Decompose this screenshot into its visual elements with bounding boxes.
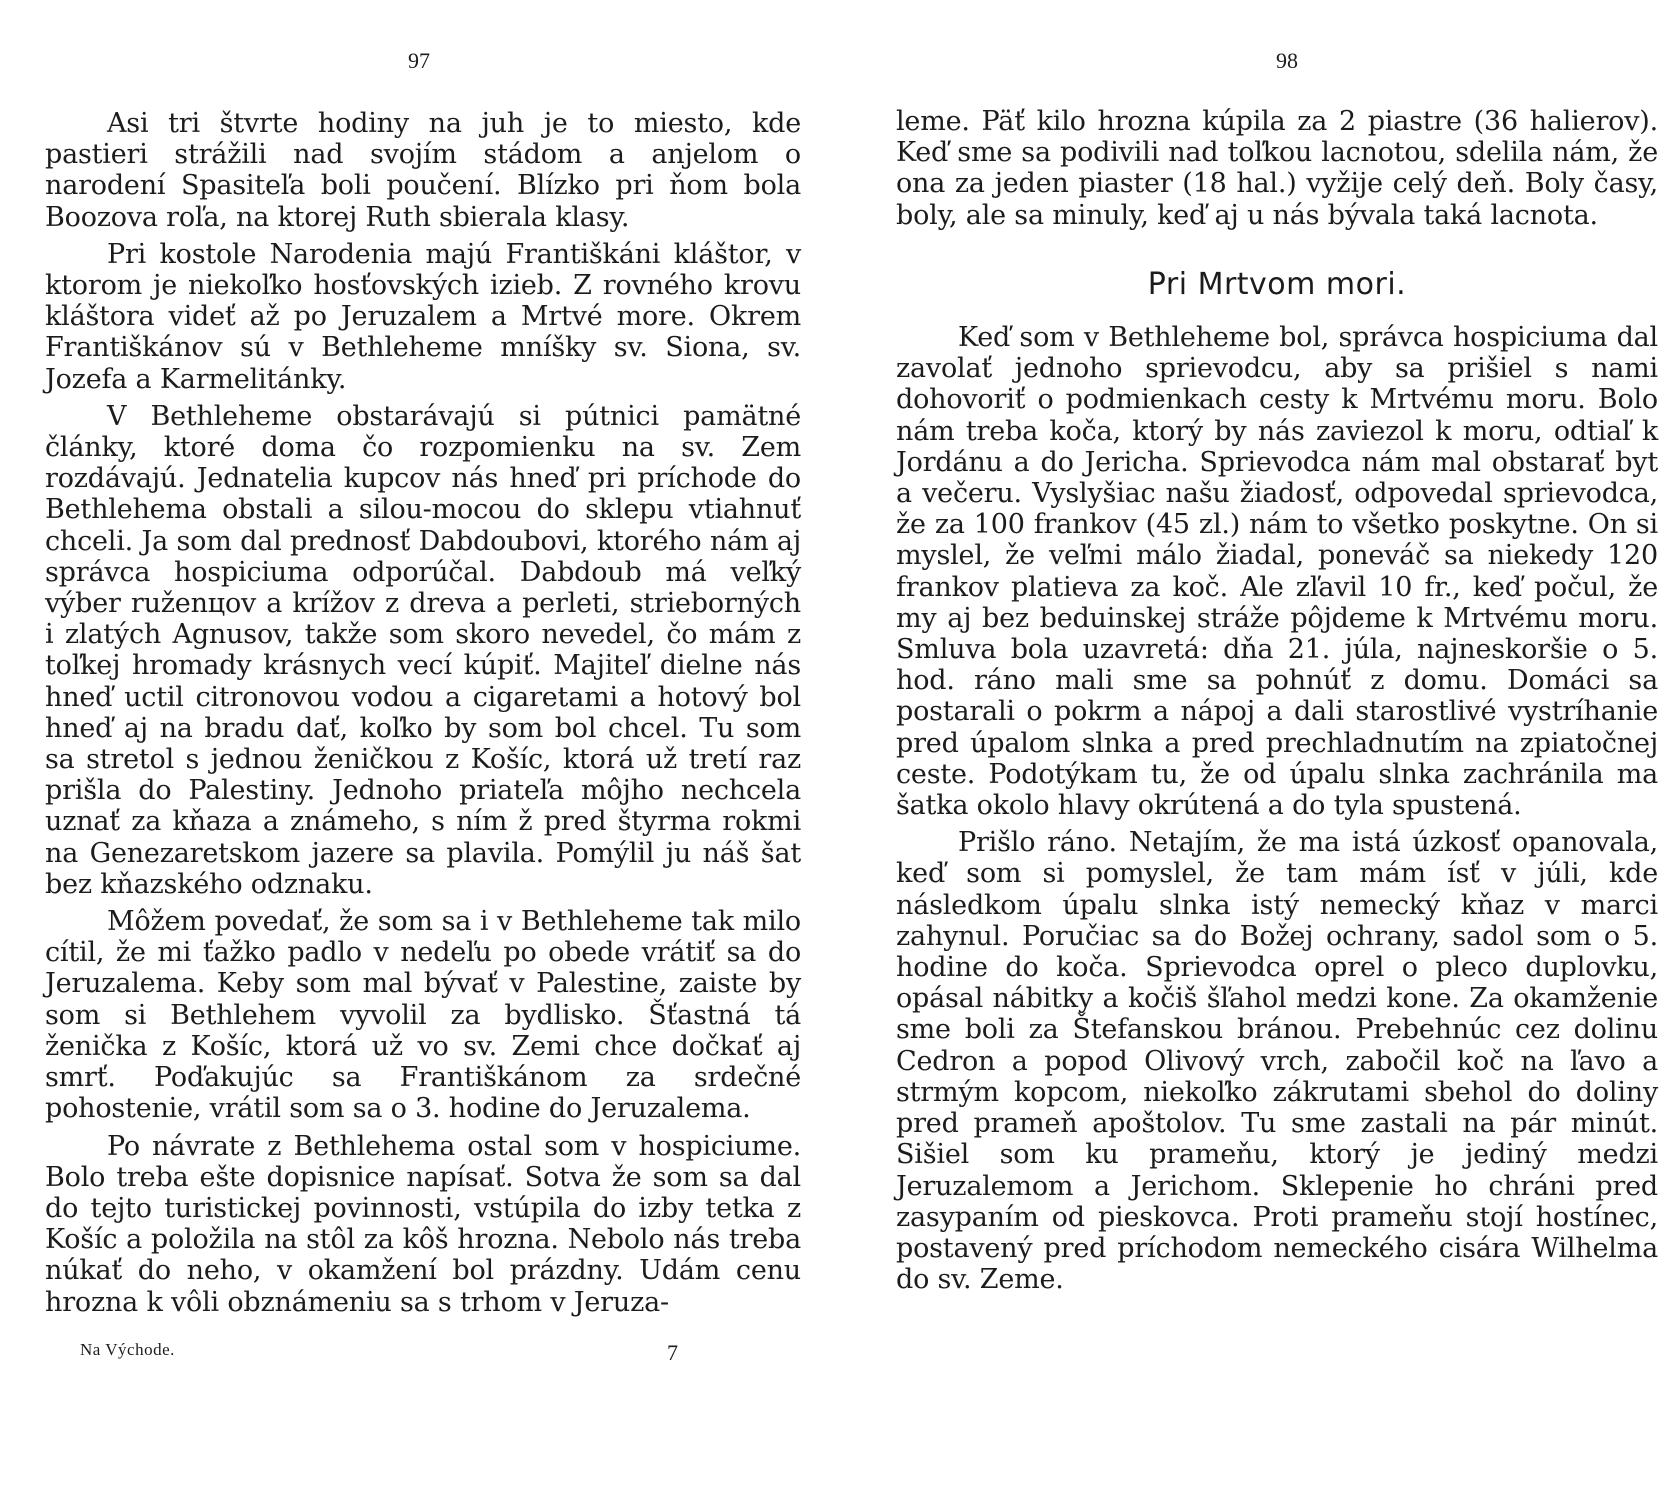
paragraph: Keď som v Bethleheme bol, správca hospiciuma dal zavolať jednoho sprievodcu, aby sa prišiel s nami dohovoriť o podmienkach cesty k Mrtvému moru. Bolo nám treba koča, ktorý by nás zaviezol k moru, odtiaľ k Jordánu a do Jericha. Sprievodca nám mal obstarať byt a večeru. Vyslyšiac našu žiadosť, odpovedal sprievodca, že za 100 frankov (45 zl.) nám to všetko poskytne. On si myslel, že veľmi málo žiadal, poneváč sa niekedy 120 frankov platieva za koč. Ale zľavil 10 fr., keď počul, že my aj bez beduinskej stráže pôjdeme k Mrtvému moru. Smluva bola uzavretá: dňa 21. júla, najneskoršie o 5. hod. ráno mali sme sa pohnúť z domu. Domáci sa postarali o pokrm a nápoj a dali starostlivé vystríhanie pred úpalom slnka a pred prechladnutím na zpiatočnej ceste. Podotýkam tu, že od úpalu slnka zachránila ma šatka okolo hlavy okrútená a do tyla spustená. <box>896 322 1658 822</box>
paragraph: Môžem povedať, že som sa i v Bethleheme tak milo cítil, že mi ťažko padlo v nedeľu po obede vrátiť sa do Jeruzalema. Keby som mal bývať v Palestine, zaiste by som si Bethlehem vyvolil za bydlisko. Šťastná tá ženička z Košíc, ktorá už vo sv. Zemi chce dočkať aj smrť. Poďakujúc sa Františkánom za srdečné pohostenie, vrátil som sa o 3. hodine do Jeruzalema. <box>45 906 801 1125</box>
right-page <box>839 0 1678 1500</box>
paragraph: Pri kostole Narodenia majú Františkáni kláštor, v ktorom je niekoľko hosťovských izieb. Z rovného krovu kláštora videť až po Jeruzalem a Mrtvé more. Okrem Františkánov sú v Bethleheme mníšky sv. Siona, sv. Jozefa a Karmelitánky. <box>45 238 801 395</box>
paragraph: Po návrate z Bethlehema ostal som v hospiciume. Bolo treba ešte dopisnice napísať. Sotva že som sa dal do tejto turistickej povinnosti, vstúpila do izby tetka z Košíc a položila na stôl za kôš hrozna. Nebolo nás treba núkať do neho, v okamžení bol prázdny. Udám cenu hrozna k vôli obznámeniu sa s trhom v Jeruza- <box>45 1130 801 1318</box>
left-text-column <box>45 108 801 1324</box>
footer-book-title: Na Východe. <box>80 1340 175 1359</box>
right-text-column <box>896 106 1658 1301</box>
paragraph: V Bethleheme obstarávajú si pútnici pamätné články, ktoré doma čo rozpomienku na sv. Zem rozdávajú. Jednatelia kupcov nás hneď pri príchode do Bethlehema obstali a silou-mocou do sklepu vtiahnuť chceli. Ja som dal prednosť Dabdoubovi, ktorého nám aj správca hospiciuma odporúčal. Dabdoub má veľký výber ruženцov a krížov z dreva a perleti, strieborných i zlatých Agnusov, takže som skoro nevedel, čo mám z toľkej hromady krásnych vecí kúpiť. Majiteľ dielne nás hneď uctil citronovou vodou a cigaretami a hotový bol hneď aj na bradu dať, koľko by som bol chcel. Tu som sa stretol s jednou ženičkou z Košíc, ktorá už tretí raz prišla do Palestiny. Jednoho priateľa môjho nechcela uznať za kňaza a známeho, s ním ž pred štyrma rokmi na Genezaretskom jazere sa plavila. Pomýlil ju náš šat bez kňazského odznaku. <box>45 400 801 900</box>
paragraph: Asi tri štvrte hodiny na juh je to miesto, kde pastieri strážili nad svojím stádom a anjelom o narodení Spasiteľa boli poučení. Blízko pri ňom bola Boozova roľa, na ktorej Ruth sbierala klasy. <box>45 108 801 233</box>
continued-paragraph: leme. Päť kilo hrozna kúpila za 2 piastre (36 halierov). Keď sme sa podivili nad toľkou lacnotou, sdelila nám, že ona za jeden piaster (18 hal.) vyžije celý deň. Boly časy, boly, ale sa minuly, keď aj u nás bývala taká lacnota. <box>896 106 1658 231</box>
paragraph: Prišlo ráno. Netajím, že ma istá úzkosť opanovala, keď som si pomyslel, že tam mám ísť v júli, kde následkom úpalu slnka istý nemecký kňaz v marci zahynul. Poručiac sa do Božej ochrany, sadol som o 5. hodine do koča. Sprievodca oprel o pleco duplovku, opásal nábitky a kočiš šľahol medzi kone. Za okamženie sme boli za Štefanskou bránou. Prebehnúc cez dolinu Cedron a popod Olivový vrch, zabočil koč na ľavo a strmým kopcom, niekoľko zákrutami sbehol do doliny pred prameň apoštolov. Tu sme zastali na pár minút. Sišiel som ku prameňu, ktorý je jediný medzi Jeruzalemom a Jerichom. Sklepenie ho chráni pred zasypaním od pieskovca. Proti prameňu stojí hostínec, postavený pred príchodom nemeckého cisára Wilhelma do sv. Zeme. <box>896 827 1658 1296</box>
page-number: 98 <box>1276 48 1298 73</box>
section-heading: Pri Mrtvom mori. <box>1147 266 1407 302</box>
page-number: 97 <box>408 48 430 73</box>
signature-mark: 7 <box>667 1340 678 1365</box>
